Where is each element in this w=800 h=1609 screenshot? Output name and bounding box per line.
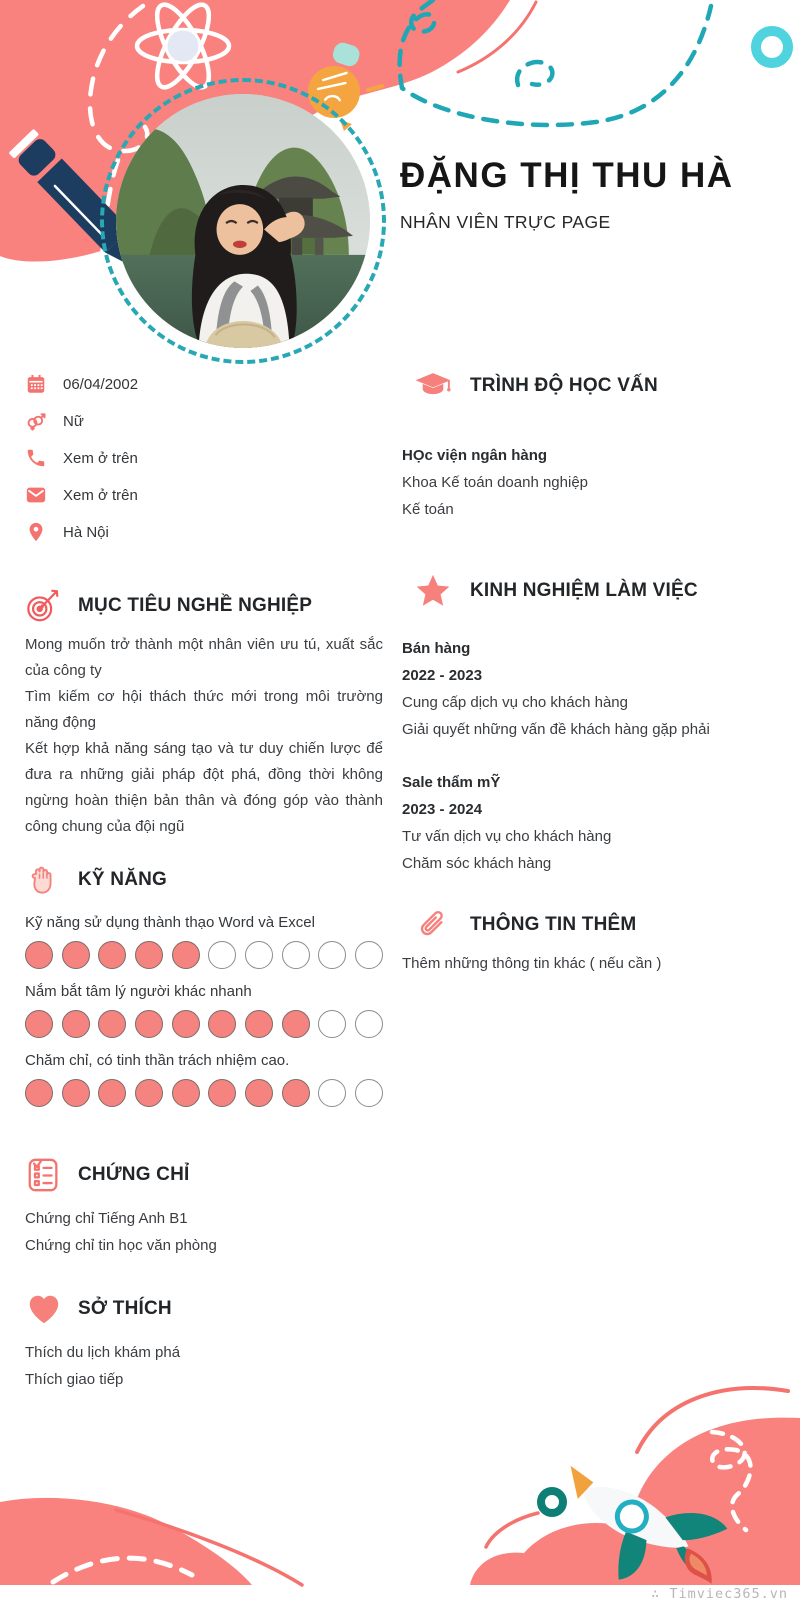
section-experience (400, 571, 784, 877)
info-row-phone (25, 444, 383, 472)
school-name: HỌc viện ngân hàng (402, 447, 548, 464)
job-duty: Cung cấp dịch vụ cho khách hàng (402, 694, 628, 711)
location-icon (25, 521, 47, 543)
skill-dot-empty (245, 941, 273, 969)
skill-dot-empty (355, 941, 383, 969)
gender-icon (25, 410, 47, 432)
skill-dot-filled (98, 1010, 126, 1038)
skill-level-dots (25, 1079, 383, 1107)
additional-head (400, 905, 784, 945)
certificates-list (25, 1205, 383, 1259)
hobby-item: Thích giao tiếp (25, 1371, 124, 1388)
info-row-birthday (25, 370, 383, 398)
info-row-email (25, 481, 383, 509)
objective-paragraph: Kết hợp khả năng sáng tạo và tư duy chiến lược để đưa ra những giải pháp đột phá, đồng thời không ngừng hoàn thiện bản thân và đóng góp vào thành công chung của đội ngũ (25, 740, 383, 835)
target-icon (25, 586, 63, 626)
objective-paragraph: Tìm kiếm cơ hội thách thức mới trong môi trường năng động (25, 688, 383, 731)
email-value: Xem ở trên (63, 486, 138, 504)
skill-dot-filled (172, 941, 200, 969)
education-title: TRÌNH ĐỘ HỌC VẤN (470, 375, 658, 396)
skill-item (25, 912, 383, 969)
education-body (400, 442, 784, 523)
skill-item (25, 981, 383, 1038)
certificates-title: CHỨNG CHỈ (78, 1164, 190, 1185)
education-detail: Kế toán (402, 501, 454, 518)
hobbies-title: SỞ THÍCH (78, 1298, 172, 1319)
job-duty: Tư vấn dịch vụ cho khách hàng (402, 828, 612, 845)
location-value: Hà Nội (63, 523, 109, 541)
cv-name: ĐẶNG THỊ THU HÀ (400, 156, 734, 195)
additional-note: Thêm những thông tin khác ( nếu cần ) (402, 955, 662, 972)
skill-dot-filled (62, 1079, 90, 1107)
job-duty: Giải quyết những vấn đề khách hàng gặp phải (402, 721, 710, 738)
calendar-icon (25, 373, 47, 395)
cyan-donut-icon (756, 31, 788, 63)
heart-icon (25, 1289, 63, 1329)
skill-dot-filled (245, 1079, 273, 1107)
skill-label: Nắm bắt tâm lý người khác nhanh (25, 983, 252, 1000)
skill-dot-filled (25, 941, 53, 969)
hobbies-head (25, 1289, 383, 1329)
profile-photo (116, 94, 370, 348)
education-detail: Khoa Kế toán doanh nghiệp (402, 474, 588, 491)
skill-dot-empty (355, 1079, 383, 1107)
skill-dot-filled (25, 1079, 53, 1107)
job-role: Bán hàng (402, 640, 471, 657)
job-item (400, 769, 784, 877)
certificate-item: Chứng chỉ Tiếng Anh B1 (25, 1210, 188, 1227)
skill-dot-filled (135, 941, 163, 969)
skill-dot-filled (135, 1010, 163, 1038)
watermark: ∴ Timviec365.vn (651, 1586, 788, 1602)
section-additional (400, 905, 784, 972)
objective-title: MỤC TIÊU NGHỀ NGHIỆP (78, 595, 313, 616)
name-block (400, 156, 790, 233)
skills-head (25, 860, 383, 900)
info-row-gender (25, 407, 383, 435)
section-objective (25, 586, 383, 840)
section-skills (25, 860, 383, 1107)
experience-title: KINH NGHIỆM LÀM VIỆC (470, 580, 698, 601)
gender-value: Nữ (63, 412, 84, 430)
teal-donut-icon (541, 1491, 563, 1513)
star-icon (414, 571, 452, 611)
skills-title: KỸ NĂNG (78, 869, 168, 890)
experience-head (400, 571, 784, 611)
skill-dot-filled (208, 1010, 236, 1038)
skill-level-dots (25, 1010, 383, 1038)
job-role: Sale thẩm mỸ (402, 774, 501, 791)
job-period: 2023 - 2024 (402, 801, 483, 818)
job-item (400, 635, 784, 743)
skill-item (25, 1050, 383, 1107)
info-row-location (25, 518, 383, 546)
section-hobbies (25, 1289, 383, 1393)
skill-dot-filled (25, 1010, 53, 1038)
skill-dot-filled (245, 1010, 273, 1038)
birthday-value: 06/04/2002 (63, 375, 139, 393)
skill-dot-filled (282, 1010, 310, 1038)
skill-label: Kỹ năng sử dụng thành thạo Word và Excel (25, 914, 315, 931)
job-period: 2022 - 2023 (402, 667, 483, 684)
objective-paragraph: Mong muốn trở thành một nhân viên ưu tú, xuất sắc của công ty (25, 636, 383, 679)
hobby-item: Thích du lịch khám phá (25, 1344, 181, 1361)
skill-dot-empty (355, 1010, 383, 1038)
hand-icon (25, 860, 63, 900)
left-column (25, 370, 383, 1393)
graduation-cap-icon (414, 366, 452, 406)
certificates-head (25, 1155, 383, 1195)
skill-dot-empty (282, 941, 310, 969)
paperclip-icon (414, 905, 452, 945)
skill-dot-filled (135, 1079, 163, 1107)
additional-title: THÔNG TIN THÊM (470, 914, 637, 935)
skill-level-dots (25, 941, 383, 969)
skill-dot-filled (62, 941, 90, 969)
right-column (400, 366, 784, 972)
skill-dot-filled (62, 1010, 90, 1038)
pink-blob-bottom-left (0, 1498, 302, 1585)
skill-dot-empty (318, 1079, 346, 1107)
skill-dot-filled (98, 941, 126, 969)
skill-dot-empty (208, 941, 236, 969)
footer-decoration (0, 1374, 800, 1609)
certificate-item: Chứng chỉ tin học văn phòng (25, 1237, 217, 1254)
skill-dot-filled (208, 1079, 236, 1107)
phone-value: Xem ở trên (63, 449, 138, 467)
job-duty: Chăm sóc khách hàng (402, 855, 552, 872)
skill-label: Chăm chỉ, có tinh thần trách nhiệm cao. (25, 1052, 290, 1069)
section-certificates (25, 1155, 383, 1259)
email-icon (25, 484, 47, 506)
phone-icon (25, 447, 47, 469)
objective-head (25, 586, 383, 626)
cv-job-title: NHÂN VIÊN TRỰC PAGE (400, 212, 611, 232)
skill-dot-filled (98, 1079, 126, 1107)
skill-dot-filled (282, 1079, 310, 1107)
skill-dot-filled (172, 1079, 200, 1107)
checklist-icon (25, 1155, 63, 1195)
skill-dot-empty (318, 941, 346, 969)
skill-dot-filled (172, 1010, 200, 1038)
hobbies-list (25, 1339, 383, 1393)
section-education (400, 366, 784, 523)
objective-text (25, 632, 383, 840)
skill-dot-empty (318, 1010, 346, 1038)
profile-photo-scene (116, 94, 370, 348)
education-head (400, 366, 784, 406)
